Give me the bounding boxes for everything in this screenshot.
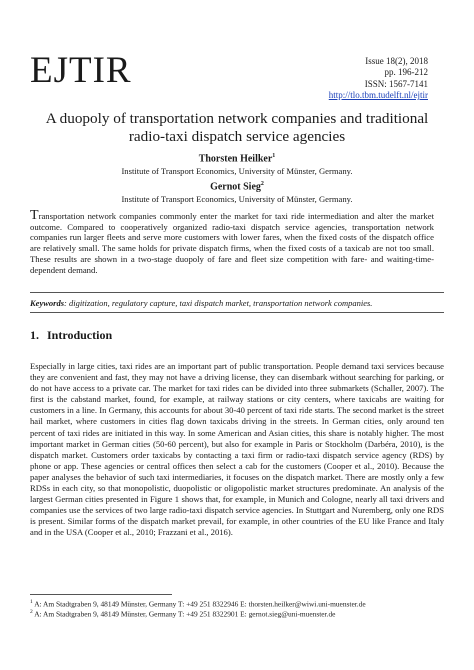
- author-affiliation: Institute of Transport Economics, University of Münster, Germany.: [121, 166, 353, 176]
- journal-logo: EJTIR: [30, 50, 132, 91]
- section-heading: 1. Introduction: [30, 328, 113, 342]
- keywords-top-rule: [30, 292, 444, 293]
- abstract: [30, 208, 434, 275]
- issue-info: [329, 56, 428, 102]
- pages-line: pp. 196-212: [384, 67, 428, 78]
- paper-title: [30, 110, 444, 146]
- title-line: A duopoly of transportation network companies and traditional: [45, 110, 429, 127]
- title-line: radio-taxi dispatch service agencies: [128, 128, 346, 145]
- footnote: $^1$ A: Am Stadtgraben 9, 48149 Münster, Germany T: +49 251 8322946 E: thorsten.heilker@wiwi.uni-muenster.de: [30, 599, 366, 609]
- issn-line: ISSN: 1567-7141: [364, 78, 428, 89]
- issue-line: Issue 18(2), 2018: [365, 56, 428, 66]
- footnote: $^2$ A: Am Stadtgraben 9, 48149 Münster, Germany T: +49 251 8322901 E: gernot.sieg@uni-muenster.de: [30, 609, 336, 619]
- footnote-rule: [30, 594, 172, 595]
- journal-url-link[interactable]: http://tlo.tbm.tudelft.nl/ejtir: [328, 90, 428, 101]
- keywords-bottom-rule: [30, 312, 444, 313]
- author-name: Gernot Sieg$^2$: [210, 181, 264, 193]
- keywords: Keywords: digitization, regulatory capture, taxi dispatch market, transportation network companies.: [30, 298, 373, 308]
- abstract-dropcap: T: [30, 208, 39, 223]
- body-paragraph: Especially in large cities, taxi rides are an important part of public transportation. People demand taxi services because they are convenient and fast, they may not have a driving license, they can disembark without searching for parking, or do not have access to a private car. The market for taxi rides can be divided into three submarkets (Schaller, 2007). The first is the cabstand market, found, for example, at railway stations or city centers, where taxicabs are waiting for customers in a line. In Germany, this accounts for about 30-40 percent of taxi ride starts. The second market is the street hail market, where customers in cities flag down taxicabs driving in the streets. In German cities, only around ten percent of taxi rides are initiated in this way. In some American and Asian cities, this share is notably higher. The most important market in German cities (50-60 percent), but also for example in Paris or Stockholm (Darbéra, 2010), is the dispatch market. Customers order taxicabs by contacting a taxi firm or radio-taxi dispatch service agency (RDS) by phone or app. These agencies or central offices then select a cab for the customers (Cooper et al., 2010). Because the paper analyses the behavior of such taxi intermediaries, it focuses on the dispatch market. There are mostly only a few RDSs in each city, so that monopolistic, duopolistic or oligopolistic market structures predominate. An analysis of the largest German cities presented in Figure 1 shows that, for example, in Munich and Cologne, nearly all taxi drivers and companies use the services of two large radio-taxi dispatch service agencies. In Stuttgart and Nuremberg, only one RDS is present. Similar forms of the dispatch market prevail, for example, in other countries of the EU like France and Italy and in the USA (Cooper et al., 2010; Frazzani et al., 2016).: [30, 361, 444, 538]
- author-name: Thorsten Heilker$^1$: [198, 153, 276, 165]
- author-affiliation: Institute of Transport Economics, University of Münster, Germany.: [121, 194, 353, 204]
- abstract-text: ransportation network companies commonly enter the market for taxi ride intermediation and alter the market outcome. Compared to cooperatively organized radio-taxi dispatch service agencies, transportation network companies run larger fleets and serve more customers with lower fares, when the fixed costs of the dispatch office are relatively small. The same holds for private dispatch firms, when the fixed costs of a taxicab are not too small. These results are shown in a two-stage duopoly of fare and fleet size competition with fare- and waiting-time-dependent demand.: [30, 211, 434, 275]
